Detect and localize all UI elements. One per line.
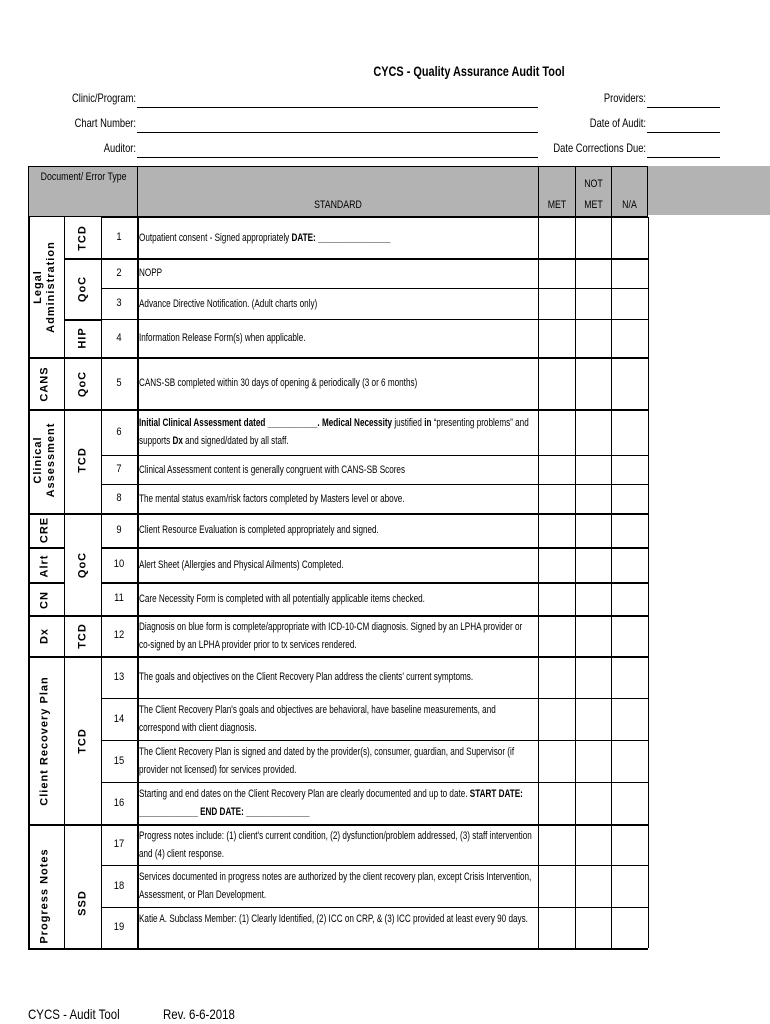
row-standard: Alert Sheet (Allergies and Physical Ailments) Completed. bbox=[139, 558, 344, 571]
error-type-hip: HIP bbox=[76, 327, 89, 349]
na-cell[interactable] bbox=[612, 289, 648, 318]
grid-row-line bbox=[101, 948, 648, 950]
not-met-cell[interactable] bbox=[576, 657, 611, 697]
chart-number-label: Chart Number: bbox=[74, 116, 136, 130]
met-cell[interactable] bbox=[539, 218, 575, 257]
row-number: 10 bbox=[113, 558, 125, 570]
not-met-cell[interactable] bbox=[576, 866, 611, 906]
section-boundary bbox=[28, 948, 64, 950]
met-cell[interactable] bbox=[539, 358, 575, 408]
row-number: 9 bbox=[116, 524, 122, 536]
section-clinical-assessment: Clinical Assessment bbox=[32, 422, 57, 498]
doc-error-type-text: Document/ Error Type bbox=[40, 171, 127, 183]
met-text: MET bbox=[547, 199, 567, 211]
row-number: 18 bbox=[113, 880, 125, 892]
not-met-cell[interactable] bbox=[576, 218, 611, 257]
not-met-cell[interactable] bbox=[576, 908, 611, 947]
section-boundary bbox=[28, 824, 64, 826]
met-cell[interactable] bbox=[539, 699, 575, 739]
not-met-cell[interactable] bbox=[576, 825, 611, 864]
row-number: 11 bbox=[114, 592, 124, 604]
not-met-cell[interactable] bbox=[576, 289, 611, 318]
section-boundary bbox=[28, 547, 64, 549]
met-cell[interactable] bbox=[539, 657, 575, 697]
na-cell[interactable] bbox=[612, 657, 648, 697]
row-standard: Clinical Assessment content is generally congruent with CANS-SB Scores bbox=[139, 463, 406, 476]
na-cell[interactable] bbox=[612, 514, 648, 546]
error-type-boundary bbox=[64, 513, 101, 515]
not-met-cell[interactable] bbox=[576, 583, 611, 614]
na-cell[interactable] bbox=[612, 616, 648, 655]
row-standard: Progress notes include: (1) client's current condition, (2) dysfunction/problem addressed, (3) staff intervention and (4) client response. bbox=[139, 829, 532, 860]
row-number: 1 bbox=[116, 231, 122, 243]
chart-number-field[interactable] bbox=[137, 132, 538, 133]
met-cell[interactable] bbox=[539, 825, 575, 864]
row-standard: The Client Recovery Plan's goals and objectives are behavioral, have baseline measurements, and correspond with client diagnosis. bbox=[139, 704, 496, 734]
row-standard: NOPP bbox=[139, 267, 163, 279]
met-cell[interactable] bbox=[539, 289, 575, 318]
clinic-program-field[interactable] bbox=[137, 107, 538, 108]
row-number: 5 bbox=[116, 377, 122, 389]
section-boundary bbox=[28, 615, 64, 617]
error-type-boundary bbox=[64, 656, 101, 658]
na-cell[interactable] bbox=[612, 218, 648, 257]
row-number: 19 bbox=[113, 921, 125, 933]
row-number: 3 bbox=[116, 297, 122, 309]
error-type-boundary bbox=[64, 409, 101, 411]
row-number: 17 bbox=[113, 838, 125, 850]
row-standard: Starting and end dates on the Client Recovery Plan are clearly documented and up to date. START DATE: _____________ END DATE: ______________ bbox=[139, 788, 523, 818]
section-boundary bbox=[28, 656, 64, 658]
error-type-boundary bbox=[64, 357, 101, 359]
error-type-tcd-1: TCD bbox=[76, 225, 89, 251]
row-standard: The goals and objectives on the Client Recovery Plan address the clients' current symptoms. bbox=[139, 671, 474, 683]
row-standard: Initial Clinical Assessment dated ___________. Medical Necessity justified in “presenting problems” and supports Dx and signed/dated by all staff. bbox=[139, 417, 529, 447]
date-of-audit-field[interactable] bbox=[647, 132, 720, 133]
row-standard: The mental status exam/risk factors completed by Masters level or above. bbox=[139, 492, 405, 505]
error-type-tcd-4: TCD bbox=[76, 728, 89, 754]
error-type-qoc-2: QoC bbox=[76, 370, 89, 398]
row-standard: The Client Recovery Plan is signed and dated by the provider(s), consumer, guardian, and Supervisor (if provider not licensed) for services provided. bbox=[139, 746, 515, 776]
row-number: 14 bbox=[113, 713, 125, 725]
not-met-cell[interactable] bbox=[576, 616, 611, 655]
date-corrections-due-field[interactable] bbox=[647, 157, 720, 158]
row-standard: Katie A. Subclass Member: (1) Clearly Identified, (2) ICC on CRP, & (3) ICC provided at least every 90 days. bbox=[139, 912, 528, 925]
row-number: 16 bbox=[113, 797, 125, 809]
na-cell[interactable] bbox=[612, 866, 648, 906]
not-met-text-2: MET bbox=[584, 199, 603, 211]
not-met-cell[interactable] bbox=[576, 358, 611, 408]
error-type-tcd-3: TCD bbox=[76, 623, 89, 649]
na-cell[interactable] bbox=[612, 741, 648, 781]
date-corrections-due-label: Date Corrections Due: bbox=[553, 141, 646, 155]
row-number: 7 bbox=[116, 463, 122, 475]
section-boundary bbox=[28, 409, 64, 411]
na-cell[interactable] bbox=[612, 358, 648, 408]
met-cell[interactable] bbox=[539, 866, 575, 906]
providers-label: Providers: bbox=[603, 91, 646, 105]
error-type-qoc-3: QoC bbox=[76, 551, 89, 579]
row-number: 8 bbox=[116, 492, 122, 504]
page-title: CYCS - Quality Assurance Audit Tool bbox=[373, 63, 565, 79]
row-standard: Client Resource Evaluation is completed appropriately and signed. bbox=[139, 524, 379, 536]
row-standard: Services documented in progress notes are authorized by the client recovery plan, except Crisis Intervention, Assessment, or Plan Development. bbox=[139, 871, 532, 901]
row-number: 2 bbox=[116, 267, 122, 279]
not-met-cell[interactable] bbox=[576, 259, 611, 287]
na-cell[interactable] bbox=[612, 259, 648, 287]
na-cell[interactable] bbox=[612, 583, 648, 614]
date-of-audit-label: Date of Audit: bbox=[589, 116, 646, 130]
not-met-text-1: NOT bbox=[584, 178, 603, 190]
error-type-qoc-1: QoC bbox=[76, 275, 89, 303]
header-gray-extension bbox=[648, 166, 770, 215]
error-type-boundary bbox=[64, 615, 101, 617]
na-cell[interactable] bbox=[612, 783, 648, 823]
na-cell[interactable] bbox=[612, 548, 648, 581]
error-type-ssd: SSD bbox=[76, 890, 89, 916]
row-standard: Diagnosis on blue form is complete/appropriate with ICD-10-CM diagnosis. Signed by an LPHA provider or co-signed by an LPHA provider prior to tx services rendered. bbox=[139, 620, 523, 651]
met-cell[interactable] bbox=[539, 514, 575, 546]
error-type-boundary bbox=[64, 258, 101, 260]
footer-title: CYCS - Audit Tool bbox=[28, 1006, 120, 1022]
section-client-recovery-plan: Client Recovery Plan bbox=[38, 676, 51, 806]
row-number: 13 bbox=[113, 671, 125, 683]
section-dx: Dx bbox=[38, 627, 51, 645]
clinic-program-label: Clinic/Program: bbox=[72, 91, 136, 105]
met-cell[interactable] bbox=[539, 583, 575, 614]
section-cn: CN bbox=[38, 591, 51, 609]
met-cell[interactable] bbox=[539, 548, 575, 581]
row-number: 6 bbox=[116, 426, 122, 438]
na-cell[interactable] bbox=[612, 825, 648, 864]
na-cell[interactable] bbox=[612, 456, 648, 483]
row-standard: Advance Directive Notification. (Adult charts only) bbox=[139, 297, 318, 310]
section-progress-notes: Progress Notes bbox=[38, 848, 51, 944]
na-cell[interactable] bbox=[612, 485, 648, 512]
section-boundary bbox=[28, 582, 64, 584]
error-type-boundary bbox=[64, 948, 101, 950]
met-cell[interactable] bbox=[539, 741, 575, 781]
row-number: 12 bbox=[113, 629, 125, 641]
providers-field[interactable] bbox=[647, 107, 720, 108]
na-cell[interactable] bbox=[612, 908, 648, 947]
section-alrt: Alrt bbox=[38, 554, 51, 578]
row-standard: CANS-SB completed within 30 days of opening & periodically (3 or 6 months) bbox=[139, 377, 418, 389]
na-cell[interactable] bbox=[612, 320, 648, 356]
na-cell[interactable] bbox=[612, 699, 648, 739]
error-type-boundary bbox=[64, 824, 101, 826]
auditor-label: Auditor: bbox=[103, 141, 136, 155]
not-met-cell[interactable] bbox=[576, 699, 611, 739]
section-legal-administration: Legal Administration bbox=[32, 241, 57, 333]
met-cell[interactable] bbox=[539, 908, 575, 947]
not-met-cell[interactable] bbox=[576, 320, 611, 356]
section-cre: CRE bbox=[38, 516, 51, 544]
met-cell[interactable] bbox=[539, 485, 575, 512]
not-met-cell[interactable] bbox=[576, 783, 611, 823]
grid-column-line bbox=[64, 217, 65, 948]
not-met-cell[interactable] bbox=[576, 456, 611, 483]
row-standard: Outpatient consent - Signed appropriately DATE: ________________ bbox=[139, 231, 391, 244]
section-boundary bbox=[28, 357, 64, 359]
row-standard: Information Release Form(s) when applicable. bbox=[139, 332, 306, 344]
footer-revision: Rev. 6-6-2018 bbox=[163, 1006, 235, 1022]
met-cell[interactable] bbox=[539, 456, 575, 483]
auditor-field[interactable] bbox=[137, 157, 538, 158]
met-cell[interactable] bbox=[539, 259, 575, 287]
met-cell[interactable] bbox=[539, 410, 575, 454]
grid-column-line bbox=[648, 217, 649, 948]
not-met-cell[interactable] bbox=[576, 514, 611, 546]
error-type-tcd-2: TCD bbox=[76, 447, 89, 473]
na-cell[interactable] bbox=[612, 410, 648, 454]
row-standard: Care Necessity Form is completed with all potentially applicable items checked. bbox=[139, 592, 425, 605]
met-cell[interactable] bbox=[539, 783, 575, 823]
na-text: N/A bbox=[622, 199, 637, 211]
met-cell[interactable] bbox=[539, 320, 575, 356]
not-met-cell[interactable] bbox=[576, 485, 611, 512]
section-cans: CANS bbox=[38, 366, 51, 402]
row-number: 15 bbox=[113, 755, 125, 767]
not-met-cell[interactable] bbox=[576, 548, 611, 581]
error-type-boundary bbox=[64, 319, 101, 321]
not-met-cell[interactable] bbox=[576, 410, 611, 454]
not-met-cell[interactable] bbox=[576, 741, 611, 781]
section-boundary bbox=[28, 513, 64, 515]
met-cell[interactable] bbox=[539, 616, 575, 655]
standard-text: STANDARD bbox=[314, 199, 362, 211]
row-number: 4 bbox=[116, 332, 122, 344]
